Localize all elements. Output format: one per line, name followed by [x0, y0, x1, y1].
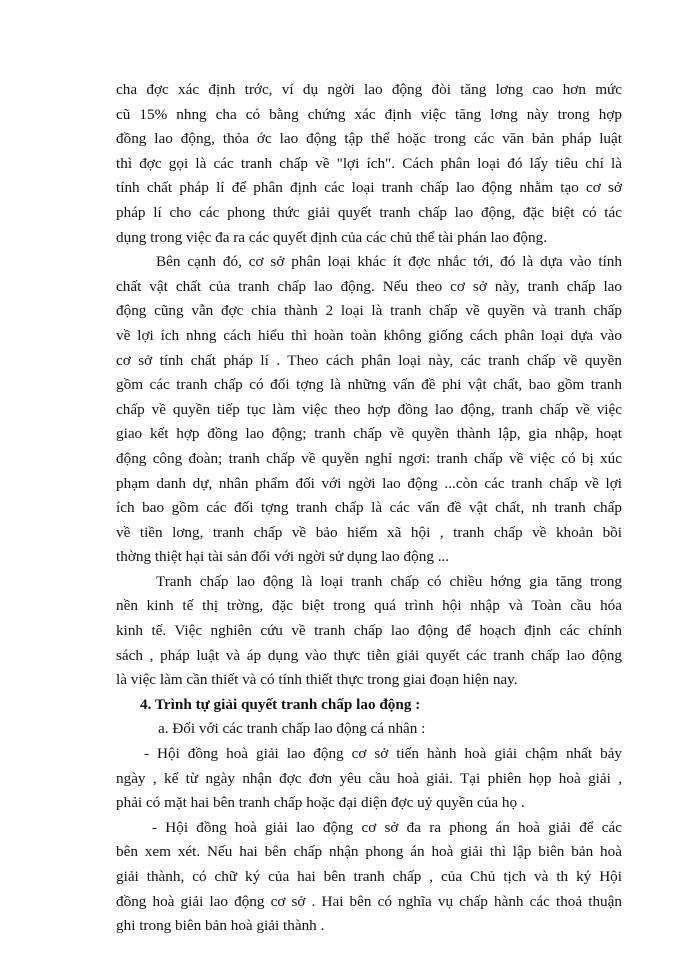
- text-line: cơ sở tính chất pháp lí . Theo cách phân loại này, các tranh chấp về quyền: [116, 351, 622, 369]
- text-line: Tranh chấp lao động là loại tranh chấp có chiều hớng gia tăng trong: [156, 572, 622, 590]
- text-line: ghi trong biên bản hoà giải thành .: [116, 917, 325, 935]
- text-line: là việc làm cần thiết và có tính thiết thực trong giai đoạn hiện nay.: [116, 671, 518, 689]
- text-line: chất vật chất của tranh chấp lao động. Nếu theo cơ sở này, tranh chấp lao: [116, 277, 622, 295]
- text-line: động công đoàn; tranh chấp về quyền nghỉ ngơi: tranh chấp về việc có bị xúc: [116, 449, 622, 467]
- subsection-heading: a. Đối với các tranh chấp lao động cá nhân :: [158, 720, 426, 738]
- text-line: gồm các tranh chấp có đối tợng là những vấn đề phi vật chất, bao gồm tranh: [116, 376, 622, 394]
- text-line: ngày , kể từ ngày nhận đợc đơn yêu cầu hoà giải. Tại phiên họp hoà giải ,: [116, 769, 622, 787]
- text-line: - Hội đồng hoà giải lao động cơ sở tiến hành hoà giải chậm nhất bảy: [144, 745, 622, 763]
- text-line: dụng trong việc đa ra các quyết định của các chủ thể tài phán lao động.: [116, 228, 547, 246]
- text-line: chấp về quyền tiếp tục làm việc theo hợp đồng lao động, tranh chấp về việc: [116, 400, 622, 418]
- text-line: động cũng vẫn đợc chia thành 2 loại là tranh chấp về quyền và tranh chấp: [116, 302, 622, 320]
- text-line: tính chất pháp lí để phân định các loại tranh chấp lao động nhằm tạo cơ sở: [116, 179, 622, 197]
- text-line: ích bao gồm các đối tợng tranh chấp là các vấn đề vật chất, nh tranh chấp: [116, 499, 622, 517]
- bullet-item-1: [116, 742, 622, 816]
- text-line: nền kinh tế thị trờng, đặc biệt trong quá trình hội nhập và Toàn cầu hóa: [116, 597, 622, 615]
- paragraph-2: [116, 250, 622, 570]
- text-line: phải có mặt hai bên tranh chấp hoặc đại diện đợc uỷ quyền của họ .: [116, 794, 525, 812]
- text-line: về tiền lơng, tranh chấp về bảo hiểm xã hội , tranh chấp về khoản bồi: [116, 523, 622, 541]
- text-line: đồng hoà giải lao động cơ sở . Hai bên có nghĩa vụ chấp hành các thoả thuận: [116, 892, 622, 910]
- paragraph-3: [116, 570, 622, 693]
- text-line: pháp lí cho các phong thức giải quyết tranh chấp lao động, đặc biệt có tác: [116, 203, 622, 221]
- text-line: phạm danh dự, nhân phẩm đối với ngời lao động ...còn các tranh chấp về lợi: [116, 474, 622, 492]
- text-line: - Hội đồng hoà giải lao động cơ sở đa ra phong án hoà giải để các: [152, 818, 622, 836]
- text-line: thì đợc gọi là các tranh chấp về "lợi ích". Cách phân loại đó lấy tiêu chí là: [116, 154, 622, 172]
- text-line: đồng lao động, thỏa ớc lao động tập thể hoặc trong các văn bản pháp luật: [116, 130, 622, 148]
- text-line: thờng thiệt hại tài sản đối với ngời sử dụng lao động ...: [116, 548, 450, 566]
- text-line: về lợi ích nhng cách hiểu thì hoàn toàn không giống cách phân loại dựa vào: [116, 326, 622, 344]
- section-heading: 4. Trình tự giải quyết tranh chấp lao động :: [140, 695, 421, 713]
- text-line: kinh tế. Việc nghiên cứu về tranh chấp lao động để hoạch định các chính: [116, 622, 622, 640]
- text-line: giải thành, có chữ ký của hai bên tranh chấp , của Chủ tịch và th ký Hội: [116, 868, 622, 885]
- text-line: sách , pháp luật và áp dụng vào thực tiễn giải quyết các tranh chấp lao động: [116, 646, 622, 664]
- text-line: giao kết hợp đồng lao động; tranh chấp về quyền thành lập, gia nhập, hoạt: [116, 425, 622, 443]
- text-line: bên xem xét. Nếu hai bên chấp nhận phong án hoà giải thì lập biên bản hoà: [116, 843, 622, 861]
- text-line: Bên cạnh đó, cơ sở phân loại khác ít đợc nhắc tới, đó là dựa vào tính: [156, 253, 622, 271]
- text-line: cha đợc xác định trớc, ví dụ ngời lao động đòi tăng lơng cao hơn mức: [116, 81, 622, 98]
- bullet-item-2: [116, 816, 622, 939]
- paragraph-1: [116, 78, 622, 250]
- page-content: [116, 78, 622, 939]
- text-line: cũ 15% nhng cha có bằng chứng xác định việc tăng lơng này trong hợp: [116, 105, 622, 123]
